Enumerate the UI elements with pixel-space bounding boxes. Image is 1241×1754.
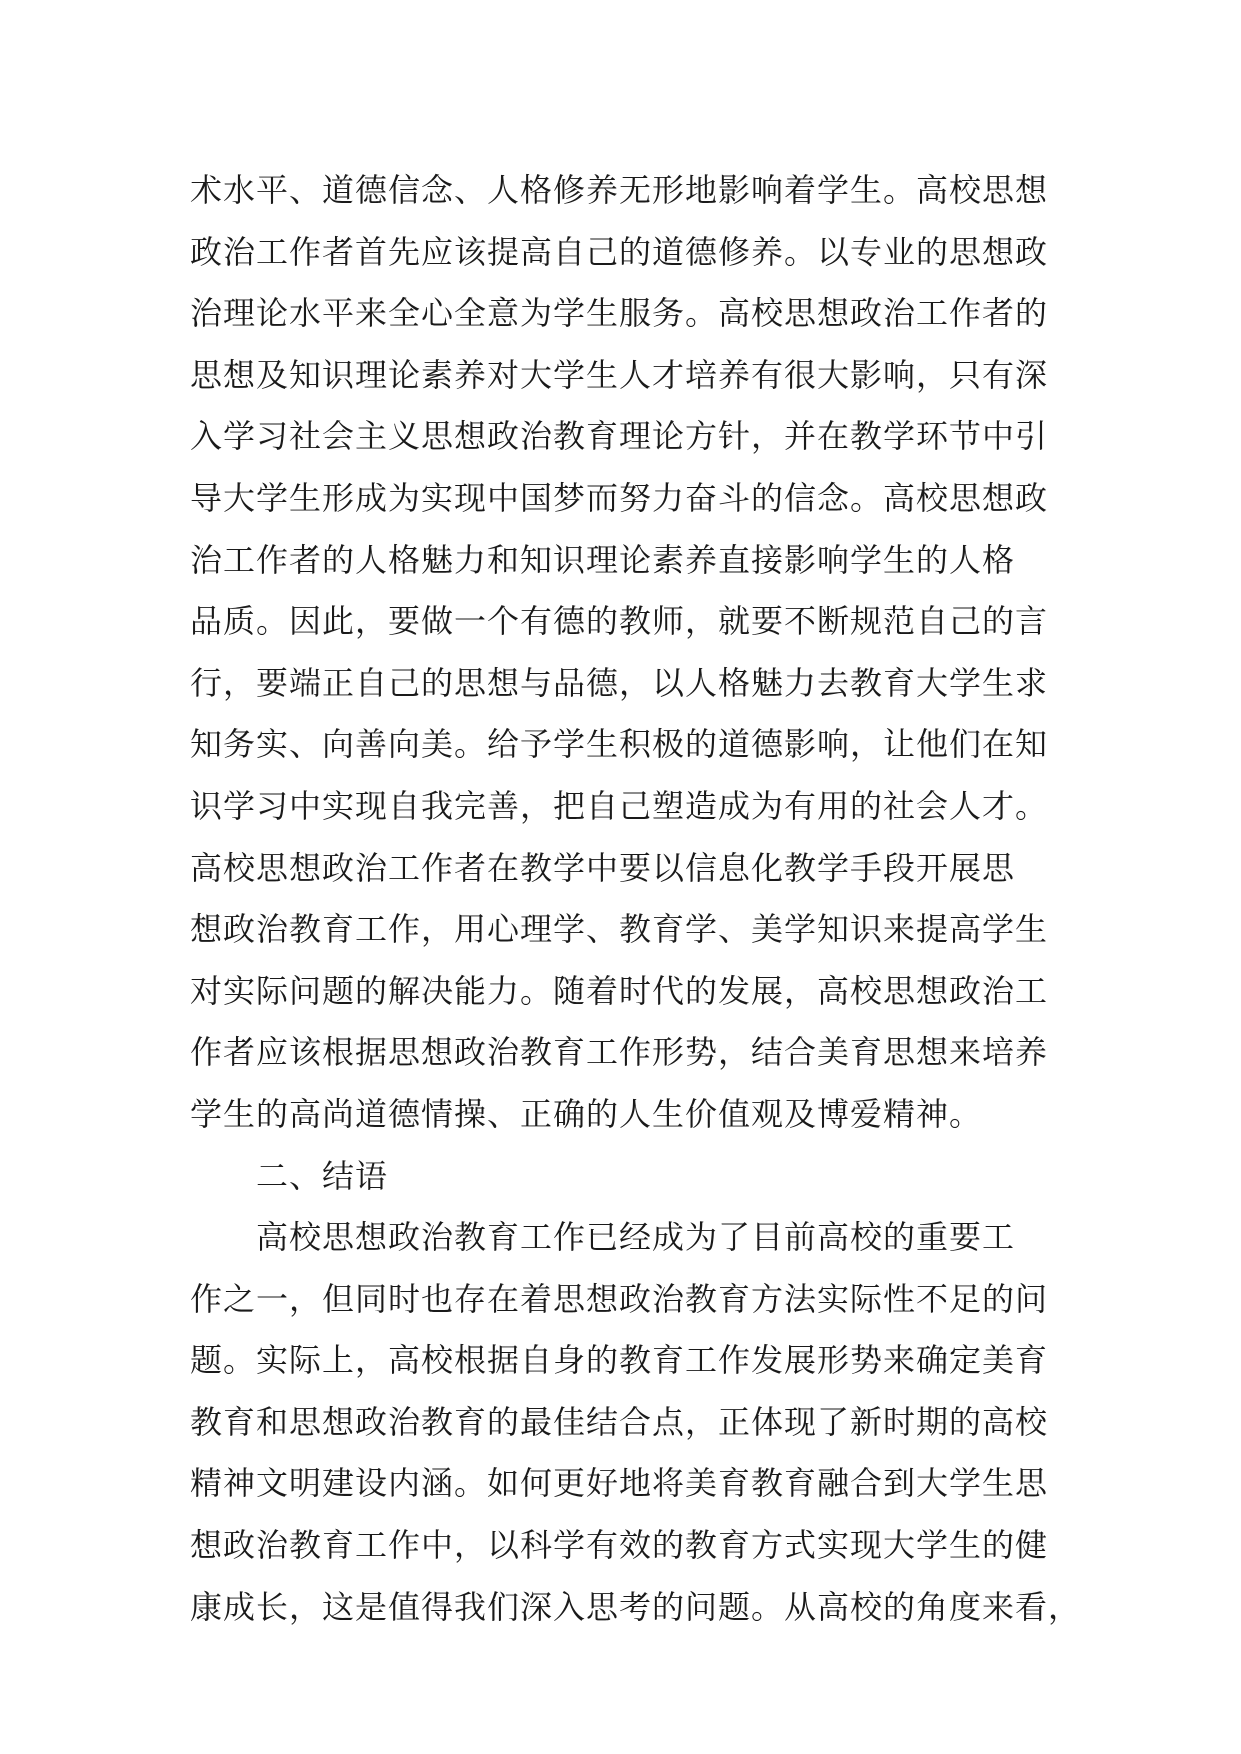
conclusion-line: 作之一，但同时也存在着思想政治教育方法实际性不足的问	[190, 1279, 1049, 1318]
paragraph-line: 术水平、道德信念、人格修养无形地影响着学生。高校思想	[190, 171, 1049, 209]
paragraph-line: 思想及知识理论素养对大学生人才培养有很大影响，只有深	[190, 355, 1049, 394]
conclusion-line: 康成长，这是值得我们深入思考的问题。从高校的角度来看，	[190, 1587, 1082, 1626]
paragraph-line: 品质。因此，要做一个有德的教师，就要不断规范自己的言	[190, 602, 1049, 641]
conclusion-line: 高校思想政治教育工作已经成为了目前高校的重要工	[256, 1218, 1016, 1257]
paragraph-line: 学生的高尚道德情操、正确的人生价值观及博爱精神。	[190, 1094, 983, 1133]
body-text	[190, 160, 1082, 1638]
conclusion-line: 想政治教育工作中，以科学有效的教育方式实现大学生的健	[190, 1526, 1049, 1565]
paragraph-line: 治工作者的人格魅力和知识理论素养直接影响学生的人格	[190, 540, 1016, 579]
conclusion-line: 精神文明建设内涵。如何更好地将美育教育融合到大学生思	[190, 1464, 1049, 1503]
paragraph-line: 政治工作者首先应该提高自己的道德修养。以专业的思想政	[190, 232, 1049, 271]
paragraph-line: 导大学生形成为实现中国梦而努力奋斗的信念。高校思想政	[190, 478, 1049, 517]
conclusion-line: 教育和思想政治教育的最佳结合点，正体现了新时期的高校	[190, 1402, 1049, 1441]
paragraph-line: 作者应该根据思想政治教育工作形势，结合美育思想来培养	[190, 1033, 1049, 1072]
paragraph-line: 入学习社会主义思想政治教育理论方针，并在教学环节中引	[190, 417, 1049, 456]
conclusion-line: 题。实际上，高校根据自身的教育工作发展形势来确定美育	[190, 1341, 1049, 1380]
paragraph-line: 对实际问题的解决能力。随着时代的发展，高校思想政治工	[190, 971, 1049, 1010]
paragraph-line: 行，要端正自己的思想与品德，以人格魅力去教育大学生求	[190, 663, 1049, 702]
section-heading: 二、结语	[256, 1156, 389, 1195]
paragraph-line: 治理论水平来全心全意为学生服务。高校思想政治工作者的	[190, 294, 1049, 333]
paragraph-line: 识学习中实现自我完善，把自己塑造成为有用的社会人才。	[190, 786, 1049, 825]
paragraph-line: 知务实、向善向美。给予学生积极的道德影响，让他们在知	[190, 725, 1049, 764]
paragraph-line: 想政治教育工作，用心理学、教育学、美学知识来提高学生	[190, 910, 1049, 949]
paragraph-line: 高校思想政治工作者在教学中要以信息化教学手段开展思	[190, 848, 1016, 887]
